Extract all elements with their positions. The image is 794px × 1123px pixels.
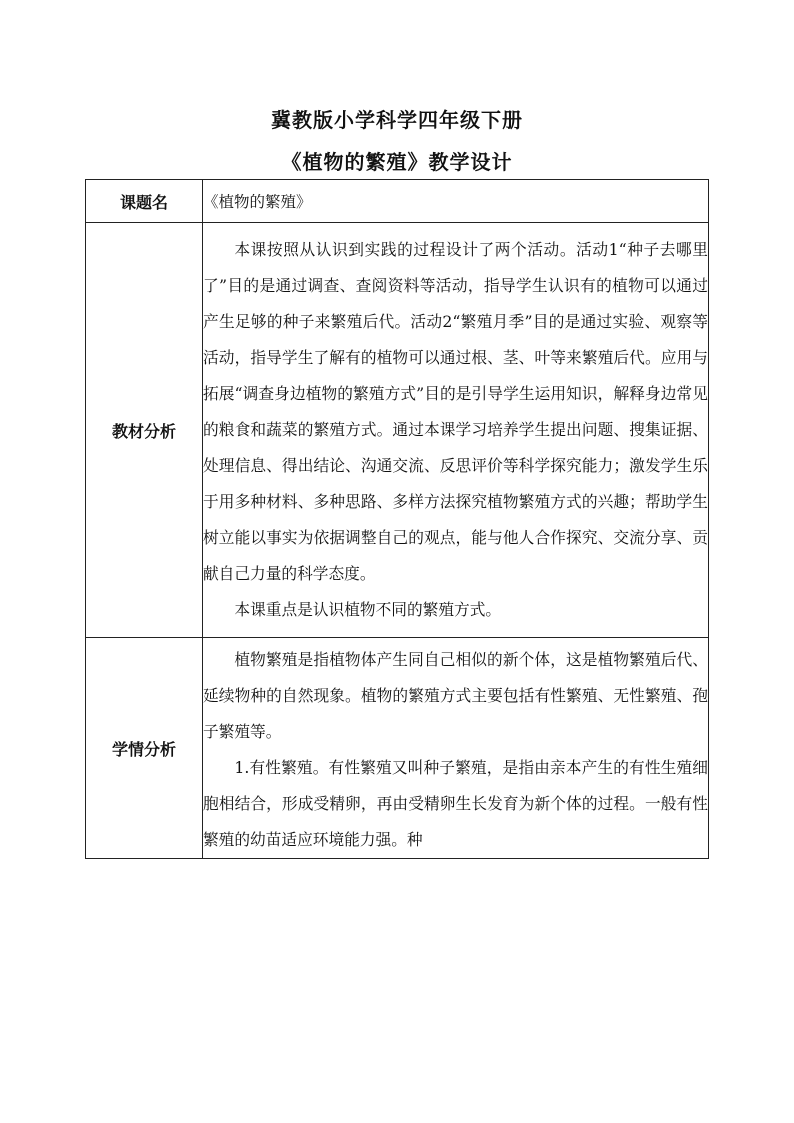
- material-analysis-paragraph-1: 本课按照从认识到实践的过程设计了两个活动。活动1“种子去哪里了”目的是通过调查、查阅资料等活动，指导学生认识有的植物可以通过产生足够的种子来繁殖后代。活动2“繁殖月季”目的是通过实验、观察等活动，指导学生了解有的植物可以通过根、茎、叶等来繁殖后代。应用与拓展“调查身边植物的繁殖方式”目的是引导学生运用知识，解释身边常见的粮食和蔬菜的繁殖方式。通过本课学习培养学生提出问题、搜集证据、处理信息、得出结论、沟通交流、反思评价等科学探究能力；激发学生乐于用多种材料、多种思路、多样方法探究植物繁殖方式的兴趣；帮助学生树立能以事实为依据调整自己的观点，能与他人合作探究、交流分享、贡献自己力量的科学态度。: [203, 240, 708, 583]
- table-row-topic: [86, 180, 709, 223]
- learning-analysis-paragraph-2: 1.有性繁殖。有性繁殖又叫种子繁殖，是指由亲本产生的有性生殖细胞相结合，形成受精卵，再由受精卵生长发育为新个体的过程。一般有性繁殖的幼苗适应环境能力强。种: [203, 758, 708, 849]
- learning-analysis-label: 学情分析: [86, 638, 203, 859]
- learning-analysis-paragraph-1: 植物繁殖是指植物体产生同自己相似的新个体，这是植物繁殖后代、延续物种的自然现象。植物的繁殖方式主要包括有性繁殖、无性繁殖、孢子繁殖等。: [203, 650, 708, 741]
- material-analysis-label: 教材分析: [86, 223, 203, 638]
- lesson-plan-table: [85, 179, 709, 859]
- material-analysis-paragraph-2: 本课重点是认识植物不同的繁殖方式。: [234, 600, 502, 619]
- topic-label: 课题名: [86, 180, 203, 223]
- document-subtitle: 《植物的繁殖》教学设计: [281, 150, 513, 174]
- table-row-learning-analysis: [86, 638, 709, 859]
- table-row-material-analysis: [86, 223, 709, 638]
- learning-analysis-content: [203, 638, 709, 859]
- document-title: 冀教版小学科学四年级下册: [271, 108, 523, 132]
- topic-value: 《植物的繁殖》: [203, 180, 709, 223]
- material-analysis-content: [203, 223, 709, 638]
